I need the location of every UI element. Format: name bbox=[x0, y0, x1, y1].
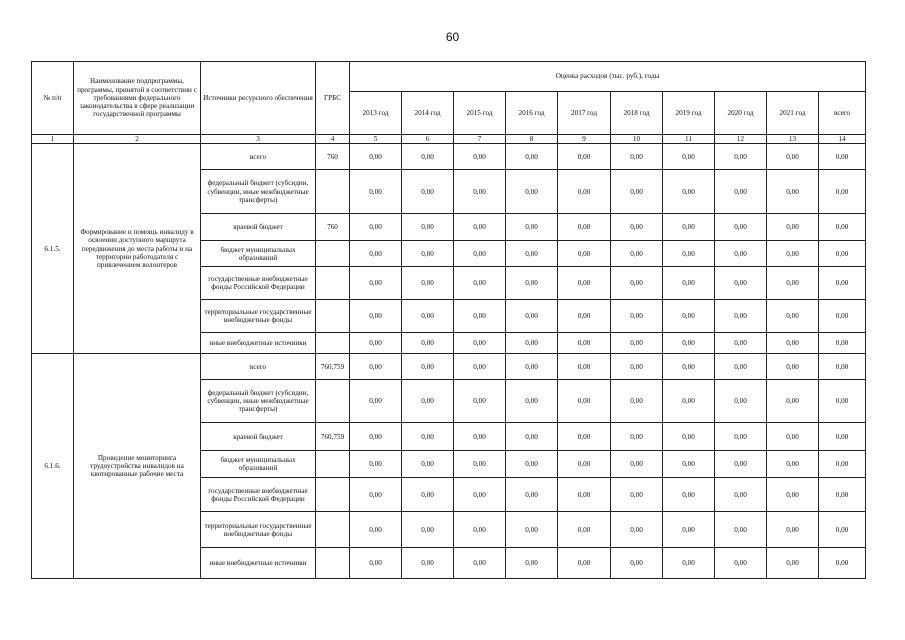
expense-value: 0,00 bbox=[402, 512, 454, 548]
grbs-code bbox=[316, 333, 350, 354]
expense-value: 0,00 bbox=[767, 214, 819, 241]
column-number: 2 bbox=[74, 135, 201, 144]
expense-value: 0,00 bbox=[715, 170, 767, 214]
expense-value: 0,00 bbox=[663, 170, 715, 214]
expense-value: 0,00 bbox=[767, 478, 819, 512]
funding-source: государственные внебюджетные фонды Российской Федерации bbox=[201, 478, 316, 512]
expense-value: 0,00 bbox=[350, 512, 402, 548]
expense-value: 0,00 bbox=[819, 333, 866, 354]
expense-value: 0,00 bbox=[819, 170, 866, 214]
expense-value: 0,00 bbox=[402, 300, 454, 333]
column-number: 3 bbox=[201, 135, 316, 144]
funding-source: всего bbox=[201, 354, 316, 380]
expense-value: 0,00 bbox=[819, 478, 866, 512]
header-year: 2016 год bbox=[506, 92, 558, 135]
grbs-code bbox=[316, 451, 350, 478]
expense-value: 0,00 bbox=[611, 380, 663, 423]
page-number: 60 bbox=[445, 30, 460, 44]
expense-value: 0,00 bbox=[715, 241, 767, 267]
column-number: 1 bbox=[32, 135, 74, 144]
expense-value: 0,00 bbox=[350, 333, 402, 354]
expense-value: 0,00 bbox=[767, 423, 819, 451]
expense-value: 0,00 bbox=[715, 267, 767, 300]
expense-value: 0,00 bbox=[350, 300, 402, 333]
expense-value: 0,00 bbox=[454, 354, 506, 380]
header-year: 2013 год bbox=[350, 92, 402, 135]
expense-value: 0,00 bbox=[506, 451, 558, 478]
expense-value: 0,00 bbox=[611, 423, 663, 451]
expense-value: 0,00 bbox=[767, 241, 819, 267]
expense-value: 0,00 bbox=[506, 267, 558, 300]
expense-value: 0,00 bbox=[819, 451, 866, 478]
expense-value: 0,00 bbox=[715, 548, 767, 579]
expense-value: 0,00 bbox=[506, 423, 558, 451]
expense-value: 0,00 bbox=[506, 170, 558, 214]
expense-value: 0,00 bbox=[402, 333, 454, 354]
expense-value: 0,00 bbox=[402, 380, 454, 423]
funding-source: федеральный бюджет (субсидии, субвенции, иные межбюджетные трансферты) bbox=[201, 380, 316, 423]
expense-value: 0,00 bbox=[506, 214, 558, 241]
column-number: 12 bbox=[715, 135, 767, 144]
expense-value: 0,00 bbox=[715, 300, 767, 333]
grbs-code bbox=[316, 241, 350, 267]
expense-value: 0,00 bbox=[506, 380, 558, 423]
expense-value: 0,00 bbox=[611, 354, 663, 380]
expense-value: 0,00 bbox=[767, 548, 819, 579]
expense-value: 0,00 bbox=[611, 333, 663, 354]
expense-value: 0,00 bbox=[558, 548, 611, 579]
expense-value: 0,00 bbox=[454, 423, 506, 451]
expense-value: 0,00 bbox=[611, 170, 663, 214]
expense-value: 0,00 bbox=[819, 144, 866, 170]
funding-source: иные внебюджетные источники bbox=[201, 548, 316, 579]
expense-value: 0,00 bbox=[350, 451, 402, 478]
expense-value: 0,00 bbox=[454, 170, 506, 214]
expense-value: 0,00 bbox=[819, 300, 866, 333]
grbs-code: 760 bbox=[316, 144, 350, 170]
header-estimate: Оценка расходов (тыс. руб.), годы bbox=[350, 62, 866, 92]
item-number: 6.1.6. bbox=[32, 354, 74, 579]
expense-value: 0,00 bbox=[558, 241, 611, 267]
expense-value: 0,00 bbox=[402, 548, 454, 579]
expense-value: 0,00 bbox=[558, 380, 611, 423]
expense-value: 0,00 bbox=[350, 548, 402, 579]
expense-value: 0,00 bbox=[402, 144, 454, 170]
grbs-code bbox=[316, 170, 350, 214]
funding-source: иные внебюджетные источники bbox=[201, 333, 316, 354]
expense-value: 0,00 bbox=[663, 241, 715, 267]
expense-value: 0,00 bbox=[819, 380, 866, 423]
expense-value: 0,00 bbox=[715, 333, 767, 354]
expense-value: 0,00 bbox=[558, 333, 611, 354]
expense-value: 0,00 bbox=[715, 354, 767, 380]
expense-value: 0,00 bbox=[402, 423, 454, 451]
table-row bbox=[32, 354, 866, 380]
header-year: всего bbox=[819, 92, 866, 135]
expense-value: 0,00 bbox=[402, 241, 454, 267]
expense-value: 0,00 bbox=[611, 214, 663, 241]
expense-value: 0,00 bbox=[767, 267, 819, 300]
expense-value: 0,00 bbox=[663, 423, 715, 451]
expense-value: 0,00 bbox=[454, 512, 506, 548]
expense-value: 0,00 bbox=[558, 214, 611, 241]
grbs-code: 760 bbox=[316, 214, 350, 241]
expense-value: 0,00 bbox=[819, 423, 866, 451]
expense-value: 0,00 bbox=[350, 478, 402, 512]
expense-value: 0,00 bbox=[663, 512, 715, 548]
expense-value: 0,00 bbox=[350, 214, 402, 241]
column-number: 9 bbox=[558, 135, 611, 144]
funding-source: территориальные государственные внебюджетные фонды bbox=[201, 512, 316, 548]
column-number: 14 bbox=[819, 135, 866, 144]
expense-value: 0,00 bbox=[506, 300, 558, 333]
expense-value: 0,00 bbox=[819, 354, 866, 380]
funding-source: государственные внебюджетные фонды Российской Федерации bbox=[201, 267, 316, 300]
expense-value: 0,00 bbox=[663, 451, 715, 478]
expense-value: 0,00 bbox=[402, 478, 454, 512]
grbs-code bbox=[316, 478, 350, 512]
item-name: Проведение мониторинга трудоустройства инвалидов на квотированные рабочие места bbox=[74, 354, 201, 579]
header-grbs: ГРБС bbox=[316, 62, 350, 135]
header-name: Наименование подпрограммы, программы, принятой в соответствии с требованиями федерального законодательства в сфере реализации государственной программы bbox=[74, 62, 201, 135]
expense-value: 0,00 bbox=[506, 478, 558, 512]
expense-value: 0,00 bbox=[611, 144, 663, 170]
expense-value: 0,00 bbox=[558, 478, 611, 512]
column-number: 4 bbox=[316, 135, 350, 144]
expense-value: 0,00 bbox=[350, 170, 402, 214]
expense-value: 0,00 bbox=[402, 267, 454, 300]
expense-value: 0,00 bbox=[767, 451, 819, 478]
expense-value: 0,00 bbox=[454, 267, 506, 300]
expense-value: 0,00 bbox=[454, 478, 506, 512]
expense-value: 0,00 bbox=[454, 214, 506, 241]
header-num: № п/п bbox=[32, 62, 74, 135]
expense-value: 0,00 bbox=[767, 170, 819, 214]
header-source: Источники ресурсного обеспечения bbox=[201, 62, 316, 135]
expense-value: 0,00 bbox=[506, 144, 558, 170]
expense-value: 0,00 bbox=[558, 512, 611, 548]
expense-value: 0,00 bbox=[663, 333, 715, 354]
expense-value: 0,00 bbox=[454, 241, 506, 267]
column-number: 7 bbox=[454, 135, 506, 144]
header-year: 2015 год bbox=[454, 92, 506, 135]
expense-value: 0,00 bbox=[663, 144, 715, 170]
grbs-code bbox=[316, 300, 350, 333]
expense-value: 0,00 bbox=[350, 241, 402, 267]
column-number: 13 bbox=[767, 135, 819, 144]
column-number: 5 bbox=[350, 135, 402, 144]
header-year: 2014 год bbox=[402, 92, 454, 135]
header-year: 2021 год bbox=[767, 92, 819, 135]
column-number: 6 bbox=[402, 135, 454, 144]
expense-value: 0,00 bbox=[454, 144, 506, 170]
expense-value: 0,00 bbox=[767, 333, 819, 354]
expense-value: 0,00 bbox=[715, 144, 767, 170]
expense-value: 0,00 bbox=[663, 267, 715, 300]
expense-value: 0,00 bbox=[819, 548, 866, 579]
expense-value: 0,00 bbox=[611, 241, 663, 267]
expense-value: 0,00 bbox=[819, 241, 866, 267]
expense-value: 0,00 bbox=[454, 300, 506, 333]
column-number: 10 bbox=[611, 135, 663, 144]
expense-value: 0,00 bbox=[506, 241, 558, 267]
expense-value: 0,00 bbox=[611, 267, 663, 300]
expense-value: 0,00 bbox=[715, 214, 767, 241]
expense-value: 0,00 bbox=[715, 380, 767, 423]
expense-value: 0,00 bbox=[715, 512, 767, 548]
grbs-code: 760,759 bbox=[316, 354, 350, 380]
item-name: Формирование и помощь инвалиду в освоении доступного маршрута передвижения до места работы и на территории работодателя с привлечением волонтеров bbox=[74, 144, 201, 354]
expense-value: 0,00 bbox=[767, 380, 819, 423]
header-year: 2017 год bbox=[558, 92, 611, 135]
funding-source: бюджет муниципальных образований bbox=[201, 451, 316, 478]
funding-source: краевой бюджет bbox=[201, 423, 316, 451]
expense-value: 0,00 bbox=[506, 548, 558, 579]
expense-value: 0,00 bbox=[558, 451, 611, 478]
expense-value: 0,00 bbox=[611, 478, 663, 512]
grbs-code bbox=[316, 548, 350, 579]
header-year: 2020 год bbox=[715, 92, 767, 135]
expense-value: 0,00 bbox=[611, 300, 663, 333]
expense-value: 0,00 bbox=[402, 354, 454, 380]
funding-source: территориальные государственные внебюджетные фонды bbox=[201, 300, 316, 333]
column-number: 8 bbox=[506, 135, 558, 144]
expense-value: 0,00 bbox=[715, 478, 767, 512]
expense-value: 0,00 bbox=[767, 354, 819, 380]
expense-value: 0,00 bbox=[611, 451, 663, 478]
expense-value: 0,00 bbox=[611, 548, 663, 579]
funding-source: федеральный бюджет (субсидии, субвенции, иные межбюджетные трансферты) bbox=[201, 170, 316, 214]
expense-value: 0,00 bbox=[819, 512, 866, 548]
expense-value: 0,00 bbox=[558, 423, 611, 451]
funding-source: бюджет муниципальных образований bbox=[201, 241, 316, 267]
expense-value: 0,00 bbox=[558, 267, 611, 300]
expense-value: 0,00 bbox=[506, 512, 558, 548]
expense-value: 0,00 bbox=[402, 451, 454, 478]
grbs-code: 760,759 bbox=[316, 423, 350, 451]
grbs-code bbox=[316, 267, 350, 300]
expense-value: 0,00 bbox=[611, 512, 663, 548]
expense-value: 0,00 bbox=[402, 170, 454, 214]
expense-value: 0,00 bbox=[663, 548, 715, 579]
expense-value: 0,00 bbox=[663, 478, 715, 512]
expense-value: 0,00 bbox=[350, 423, 402, 451]
expense-value: 0,00 bbox=[767, 512, 819, 548]
expense-value: 0,00 bbox=[350, 354, 402, 380]
expenditure-table bbox=[31, 61, 866, 579]
expense-value: 0,00 bbox=[454, 333, 506, 354]
expense-value: 0,00 bbox=[558, 144, 611, 170]
expense-value: 0,00 bbox=[663, 354, 715, 380]
funding-source: краевой бюджет bbox=[201, 214, 316, 241]
expense-value: 0,00 bbox=[819, 214, 866, 241]
table-row bbox=[32, 144, 866, 170]
expense-value: 0,00 bbox=[506, 333, 558, 354]
expense-value: 0,00 bbox=[663, 214, 715, 241]
item-number: 6.1.5. bbox=[32, 144, 74, 354]
expense-value: 0,00 bbox=[506, 354, 558, 380]
expense-value: 0,00 bbox=[819, 267, 866, 300]
expense-value: 0,00 bbox=[663, 380, 715, 423]
expense-value: 0,00 bbox=[715, 423, 767, 451]
expense-value: 0,00 bbox=[767, 144, 819, 170]
expense-value: 0,00 bbox=[454, 451, 506, 478]
expense-value: 0,00 bbox=[715, 451, 767, 478]
expense-value: 0,00 bbox=[558, 354, 611, 380]
expense-value: 0,00 bbox=[350, 267, 402, 300]
expense-value: 0,00 bbox=[454, 548, 506, 579]
header-year: 2019 год bbox=[663, 92, 715, 135]
expense-value: 0,00 bbox=[350, 144, 402, 170]
header-year: 2018 год bbox=[611, 92, 663, 135]
expense-value: 0,00 bbox=[558, 300, 611, 333]
expense-value: 0,00 bbox=[350, 380, 402, 423]
grbs-code bbox=[316, 380, 350, 423]
expense-value: 0,00 bbox=[767, 300, 819, 333]
expense-value: 0,00 bbox=[454, 380, 506, 423]
funding-source: всего bbox=[201, 144, 316, 170]
expense-value: 0,00 bbox=[663, 300, 715, 333]
expense-value: 0,00 bbox=[558, 170, 611, 214]
column-number: 11 bbox=[663, 135, 715, 144]
expense-value: 0,00 bbox=[402, 214, 454, 241]
grbs-code bbox=[316, 512, 350, 548]
